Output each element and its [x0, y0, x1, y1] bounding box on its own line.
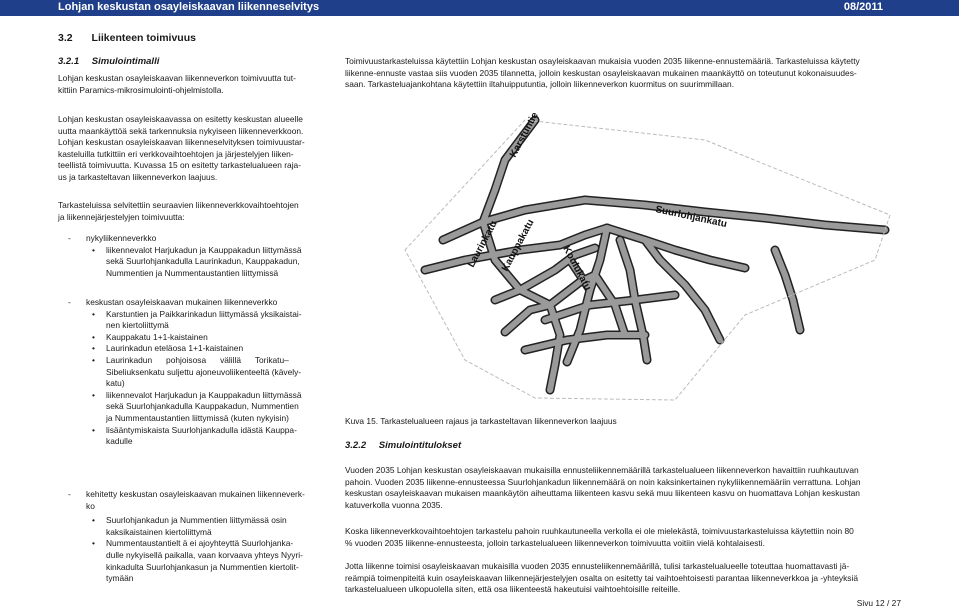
section-number: 3.2 [58, 32, 73, 44]
left-paragraph-1 [58, 73, 333, 96]
text-line: • Laurinkadun pohjoisosa välillä Torikatu– [106, 354, 289, 365]
text-line: % vuoden 2035 liikenne-ennusteesta, jolloin tarkastelualueen liikenneverkon toimivuutta voitiin vielä kohtalaisesti. [345, 537, 765, 548]
text-line: • Nummentaustantielt ä ei ajoyhteyttä Suurlohjanka- [106, 538, 294, 549]
text-line: Lohjan keskustan osayleiskaavan liikenneverkon toimivuutta tut- [58, 73, 296, 83]
list-item [86, 425, 333, 448]
list-item [86, 538, 333, 584]
text-line: • liikennevalot Harjukadun ja Kauppakadun liittymässä [106, 389, 302, 400]
text-line: Tarkasteluissa selvitettiin seuraavien liikenneverkkovaihtoehtojen [58, 200, 299, 210]
network-option-1 [68, 233, 333, 279]
section-heading [58, 32, 196, 44]
map-label-suurlohjankatu: Suurlohjankatu [654, 204, 728, 231]
text-line: reämpiä toimenpiteitä kuin osayleiskaavan liikennejärjestelyjen osalta on esitetty tai vaihtoehtoisesti parantaa liikenneverkkoa ja -yhteyksiä [345, 572, 859, 583]
page-number: Sivu 12 / 27 [856, 598, 901, 608]
text-line: pahoin. Vuoden 2035 liikenne-ennusteessa Suurlohjankadun liikennemäärä on noin kaksinkertainen nykyliikennemääriin verrattuna. Lohjan [345, 476, 861, 487]
text-line: us ja tarkasteltavan liikenneverkon laajuus. [58, 171, 218, 182]
text-line: sekä Suurlohjankadulla Laurinkadun, Kauppakadun, [106, 256, 300, 267]
text-line: katuverkolla vuonna 2035. [345, 499, 443, 510]
subsection-1-number: 3.2.1 [58, 56, 80, 67]
text-line: • liikennevalot Harjukadun ja Kauppakadun liittymässä [106, 244, 302, 255]
text-line: Nummentien ja Nummentaustantien liittymissä [106, 267, 279, 278]
left-paragraph-2 [58, 114, 333, 184]
road-fill [425, 120, 885, 390]
text-line: teellistä toimivuutta. Kuvassa 15 on esitetty tarkastelualueen raja- [58, 160, 302, 171]
option-label [86, 489, 333, 512]
option-label: keskustan osayleiskaavan mukainen liikenneverkko [86, 297, 278, 307]
figure-caption: Kuva 15. Tarkastelualueen rajaus ja tarkasteltavan liikenneverkon laajuus [345, 416, 617, 426]
dash-marker: - [68, 297, 71, 307]
road-network-map [345, 100, 905, 405]
text-line: sekä Suurlohjankadulla Kauppakadun, Nummentien [106, 401, 299, 412]
list-item [86, 332, 333, 344]
list-item [86, 343, 333, 355]
text-line: Koska liikenneverkkovaihtoehtojen tarkastelu pahoin ruuhkautuneella verkolla ei ole mielekästä, toimivuustarkasteluissa käytettiin noin 80 [345, 526, 854, 536]
text-line: katu) [106, 378, 125, 389]
left-paragraph-3 [58, 200, 333, 223]
text-line: saan. Tarkasteluajankohtana käytettiin iltahuipputuntia, jolloin liikenneverkon kuormitus on suurimmillaan. [345, 79, 735, 90]
text-line: tarkastelualueen ulkopuolella siten, että osa liikenteestä hakeutuisi vaihtoehtoisille reiteille. [345, 584, 681, 595]
right-paragraph-1 [345, 56, 905, 91]
right-paragraph-3 [345, 526, 905, 549]
text-line: dulle nykyisellä paikalla, vaan korvaava yhteys Nyyri- [106, 549, 303, 560]
right-paragraph-4 [345, 561, 905, 596]
text-line: ko [86, 500, 95, 511]
network-option-2 [68, 297, 333, 448]
text-line: Lohjan keskustan osayleiskaavassa on esitetty keskustan alueelle [58, 114, 303, 124]
document-date: 08/2011 [843, 1, 883, 13]
right-paragraph-2 [345, 465, 905, 511]
list-item [86, 309, 333, 332]
list-item [86, 515, 333, 538]
subsection-heading-1 [58, 56, 159, 67]
list-item [86, 355, 333, 390]
text-line: ja liikennejärjestelyjen toimivuutta: [58, 211, 185, 222]
text-line: kittiin Paramics-mikrosimulointi-ohjelmistolla. [58, 84, 224, 95]
text-line: Toimivuustarkasteluissa käytettiin Lohjan keskustan osayleiskaavan mukaisia vuoden 2035 liikenne-ennustemääriä. Tarkasteluissa käytetty [345, 56, 860, 66]
text-line: • Suurlohjankadun ja Nummentien liittymässä osin [106, 515, 287, 526]
text-line: kehitetty keskustan osayleiskaavan mukainen liikenneverk- [86, 489, 305, 499]
text-line: • Kauppakatu 1+1-kaistainen [106, 331, 208, 342]
text-line: • Karstuntien ja Paikkarinkadun liittymässä yksikaistai- [106, 308, 302, 319]
text-line: nen kiertoliittymä [106, 320, 169, 331]
option-label: nykyliikenneverkko [86, 233, 157, 243]
map-label-laurinkatu: Laurinkatu [465, 219, 500, 270]
dash-marker: - [68, 489, 71, 499]
section-title: Liikenteen toimivuus [91, 32, 196, 44]
text-line: Jotta liikenne toimisi osayleiskaavan mukaisilla vuoden 2035 ennusteliikennemäärillä, tulisi tarkastelualueelle toteuttaa huomattavasti jä- [345, 561, 850, 571]
document-title: Lohjan keskustan osayleiskaavan liikenneselvitys [58, 1, 320, 13]
text-line: • lisääntymiskaista Suurlohjankadulla idästä Kauppa- [106, 424, 297, 435]
list-item [86, 245, 333, 280]
network-option-3 [68, 489, 333, 585]
text-line: tymään [106, 573, 134, 584]
text-line: keskustan osayleiskaavan mukaisen maankäytön aiheuttama liikenteen kasvu sekä muu liikenteen kasvu on huomattava Lohjan keskustan [345, 488, 860, 499]
text-line: kinkadulta Suurlohjankasun ja Nummentien kiertolit- [106, 561, 299, 572]
text-line: Lohjan keskustan osayleiskaavan liikenneselvityksen toimivuustar- [58, 137, 305, 148]
list-item [86, 390, 333, 425]
text-line: uutta maankäyttöä sekä tarkennuksia nykyiseen liikenneverkkoon. [58, 125, 304, 136]
subsection-heading-2 [345, 440, 461, 451]
page-header-bar [0, 0, 959, 16]
subsection-2-number: 3.2.2 [345, 440, 367, 451]
subsection-2-title: Simulointitulokset [378, 440, 462, 451]
text-line: Sibeliuksenkatu suljettu ajoneuvoliikenteeltä (kävely- [106, 366, 302, 377]
text-line: Vuoden 2035 Lohjan keskustan osayleiskaavan mukaisilla ennusteliikennemäärillä tarkastelualueen liikenneverkon havaittiin ruuhkautuvan [345, 465, 859, 475]
map-label-koulukatu: Koulukatu [560, 244, 594, 293]
text-line: liikenne-ennuste vastaa siis vuoden 2035 tilannetta, jolloin keskustan osayleiskaavan mukainen maankäyttö on toteutunut kokonaisuudes- [345, 67, 857, 78]
text-line: • Laurinkadun eteläosa 1+1-kaistainen [106, 343, 244, 354]
text-line: kasteluilla tutkittiin eri verkkovaihtoehtojen ja järjestelyjen liiken- [58, 148, 294, 159]
dash-marker: - [68, 233, 71, 243]
text-line: ja Nummentaustantien liittymissä (kuten nykyisin) [106, 412, 289, 423]
subsection-1-title: Simulointimalli [91, 56, 160, 67]
map-label-karstuntie: Karstuntie [507, 110, 541, 160]
text-line: kadulle [106, 436, 133, 447]
map-label-kauppakatu: Kauppakatu [499, 217, 537, 274]
text-line: kaksikaistainen kiertoliittymä [106, 526, 212, 537]
